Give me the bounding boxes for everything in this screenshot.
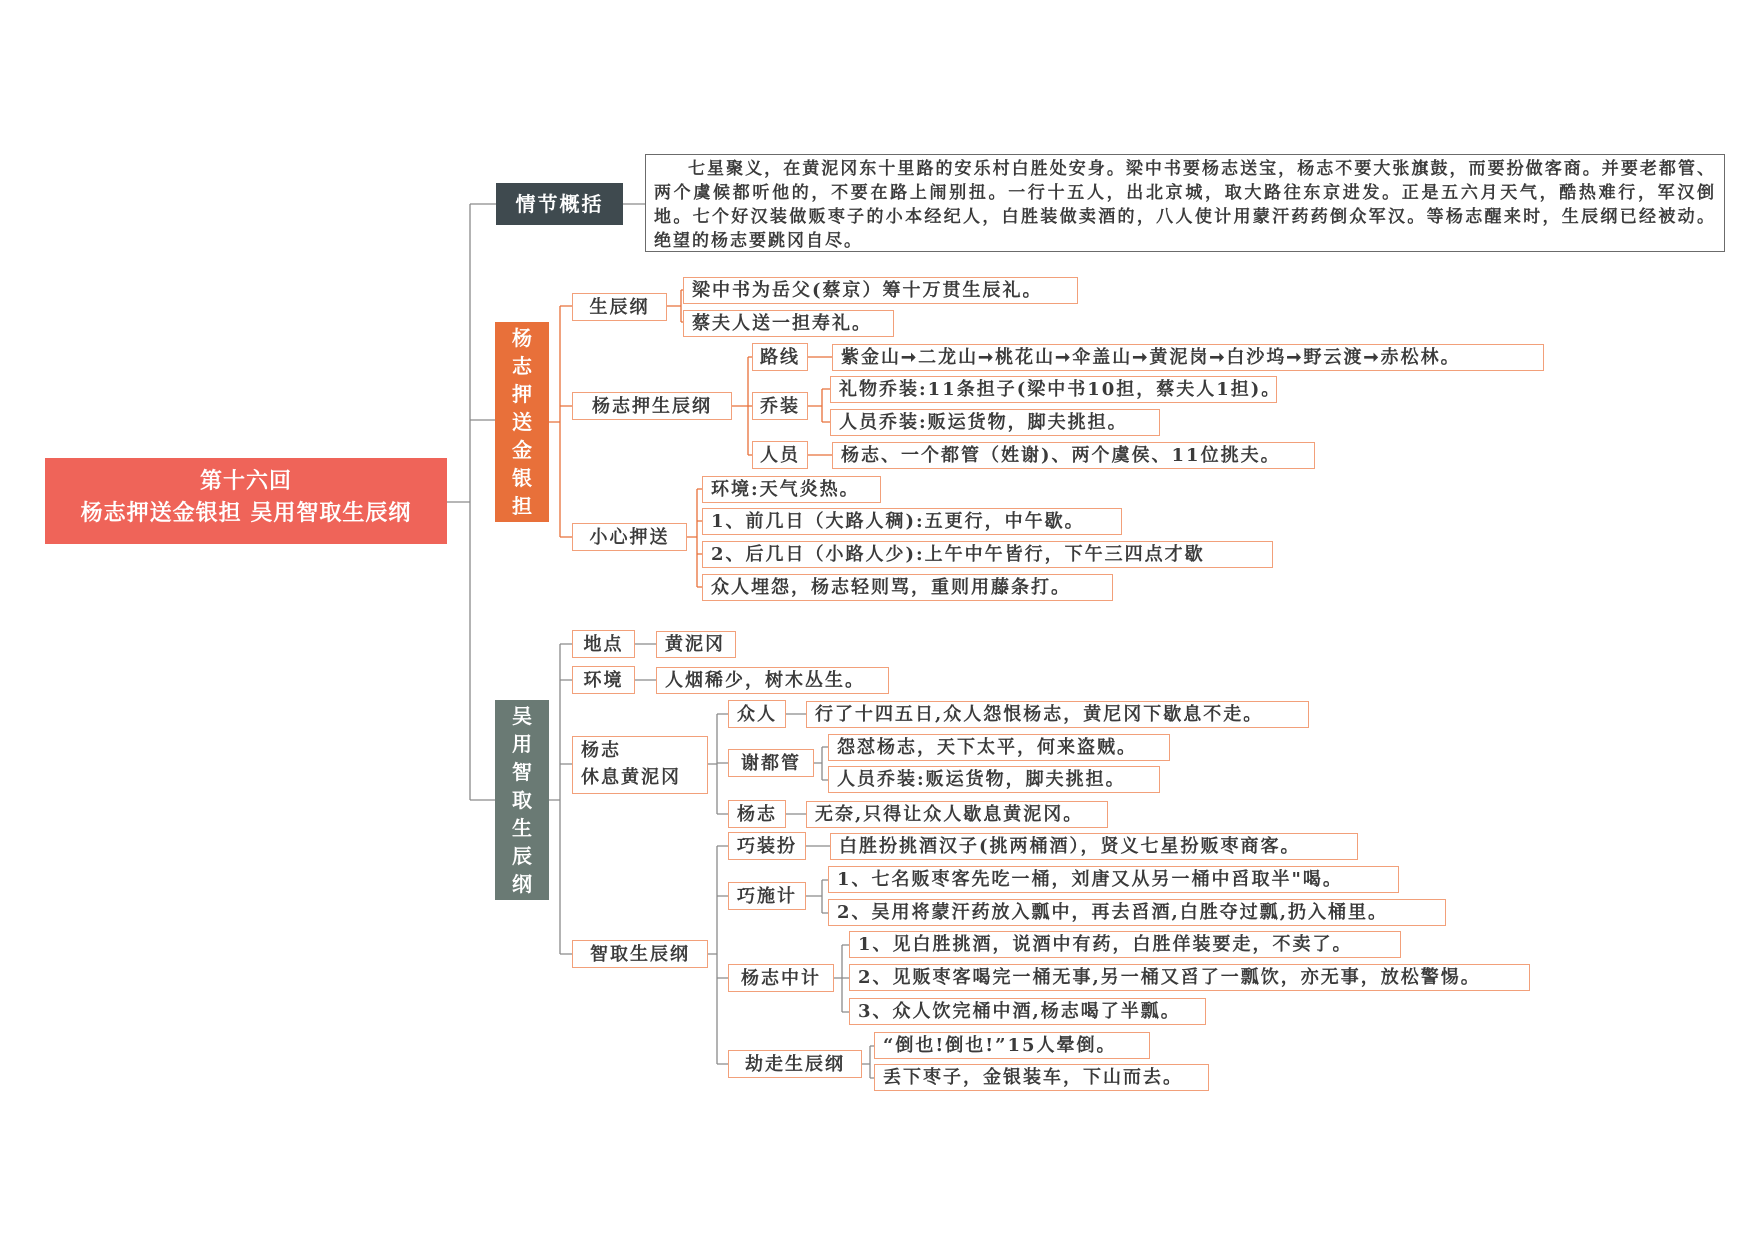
- char: 智: [512, 760, 532, 784]
- char: 取: [512, 788, 532, 812]
- rob-item: “倒也!倒也!”15人晕倒。: [874, 1032, 1150, 1059]
- char: 生: [512, 816, 532, 840]
- root-title[interactable]: [45, 458, 447, 544]
- char: 担: [512, 494, 532, 518]
- node-shengchengang[interactable]: 生辰纲: [572, 293, 667, 321]
- char: 送: [512, 410, 532, 434]
- root-title-line2: 杨志押送金银担 吴用智取生辰纲: [80, 501, 412, 526]
- node-xie[interactable]: 谢都管: [728, 749, 814, 777]
- careful-item: 众人埋怨，杨志轻则骂，重则用藤条打。: [702, 574, 1113, 601]
- careful-item: 1、前几日（大路人稠):五更行，中午歇。: [702, 508, 1122, 535]
- char: 志: [512, 354, 532, 378]
- char: 金: [512, 438, 532, 462]
- fall-item: 3、众人饮完桶中酒,杨志喝了半瓢。: [849, 998, 1206, 1025]
- char: 银: [512, 466, 532, 490]
- branch-yangzhi[interactable]: [495, 322, 549, 522]
- char: 辰: [512, 844, 532, 868]
- node-rob[interactable]: 劫走生辰纲: [728, 1050, 862, 1078]
- char: 押: [512, 382, 532, 406]
- route-text: 紫金山➞二龙山➞桃花山➞伞盖山➞黄泥岗➞白沙坞➞野云渡➞赤松林。: [832, 344, 1544, 371]
- rest-label-line2: 休息黄泥冈: [581, 767, 681, 788]
- char: 用: [512, 732, 532, 756]
- node-disguise[interactable]: 乔装: [752, 392, 808, 420]
- env-text: 人烟稀少，树木丛生。: [656, 667, 889, 694]
- crowd-text: 行了十四五日,众人怨恨杨志，黄尼冈下歇息不走。: [806, 701, 1309, 728]
- careful-item: 2、后几日（小路人少):上午中午皆行，下午三四点才歇: [702, 541, 1273, 568]
- rest-label-line1: 杨志: [581, 740, 621, 761]
- trick-item: 1、七名贩枣客先吃一桶，刘唐又从另一桶中舀取半"喝。: [828, 866, 1399, 893]
- yz-text: 无奈,只得让众人歇息黄泥冈。: [806, 801, 1108, 828]
- node-careful[interactable]: 小心押送: [572, 523, 687, 551]
- disguise-item: 礼物乔装:11条担子(梁中书10担，蔡夫人1担)。: [830, 376, 1277, 403]
- node-env[interactable]: 环境: [572, 666, 635, 694]
- char: 吴: [512, 704, 532, 728]
- char: 杨: [512, 326, 532, 350]
- node-route[interactable]: 路线: [752, 343, 808, 371]
- shengchengang-item: 梁中书为岳父(蔡京）筹十万贯生辰礼。: [683, 277, 1078, 304]
- careful-item: 环境:天气炎热。: [702, 476, 881, 503]
- branch-wuyong[interactable]: [495, 700, 549, 900]
- node-yz[interactable]: 杨志: [728, 800, 786, 828]
- fall-item: 1、见白胜挑酒，说酒中有药，白胜佯装要走，不卖了。: [849, 931, 1401, 958]
- node-trick[interactable]: 巧施计: [728, 882, 806, 910]
- seize-disguise-text: 白胜扮挑酒汉子(挑两桶酒），贤义七星扮贩枣商客。: [830, 833, 1358, 860]
- shengchengang-item: 蔡夫人送一担寿礼。: [683, 310, 894, 337]
- disguise-item: 人员乔装:贩运货物，脚夫挑担。: [830, 409, 1160, 436]
- node-fall[interactable]: 杨志中计: [728, 964, 834, 992]
- rob-item: 丢下枣子，金银装车，下山而去。: [874, 1064, 1209, 1091]
- node-yazhi[interactable]: 杨志押生辰纲: [572, 392, 732, 420]
- xie-item: 怨怼杨志，天下太平，何来盗贼。: [828, 734, 1170, 761]
- node-seize-disguise[interactable]: 巧装扮: [728, 832, 806, 860]
- node-rest[interactable]: [572, 736, 708, 794]
- branch-summary-label: 情节概括: [515, 192, 604, 216]
- summary-text: 七星聚义，在黄泥冈东十里路的安乐村白胜处安身。梁中书要杨志送宝，杨志不要大张旗鼓，而要扮做客商。并要老都管、两个虞候都听他的，不要在路上闹别扭。一行十五人，出北京城，取大路往东京进发。正是五六月天气，酷热难行，军汉倒地。七个好汉装做贩枣子的小本经纪人，白胜装做卖酒的，八人使计用蒙汗药药倒众军汉。等杨志醒来时，生辰纲已经被动。绝望的杨志要跳冈自尽。: [645, 154, 1725, 252]
- node-seize[interactable]: 智取生辰纲: [572, 940, 708, 968]
- place-text: 黄泥冈: [656, 631, 736, 658]
- node-people[interactable]: 人员: [752, 441, 808, 469]
- fall-item: 2、见贩枣客喝完一桶无事,另一桶又舀了一瓢饮，亦无事，放松警惕。: [849, 964, 1530, 991]
- node-crowd[interactable]: 众人: [728, 700, 786, 728]
- root-title-line1: 第十六回: [199, 469, 292, 494]
- trick-item: 2、吴用将蒙汗药放入瓢中，再去舀酒,白胜夺过瓢,扔入桶里。: [828, 899, 1446, 926]
- char: 纲: [512, 872, 532, 896]
- people-text: 杨志、一个都管（姓谢)、两个虞侯、11位挑夫。: [832, 442, 1315, 469]
- xie-item: 人员乔装:贩运货物，脚夫挑担。: [828, 766, 1160, 793]
- node-place[interactable]: 地点: [572, 630, 635, 658]
- branch-summary[interactable]: [496, 183, 623, 225]
